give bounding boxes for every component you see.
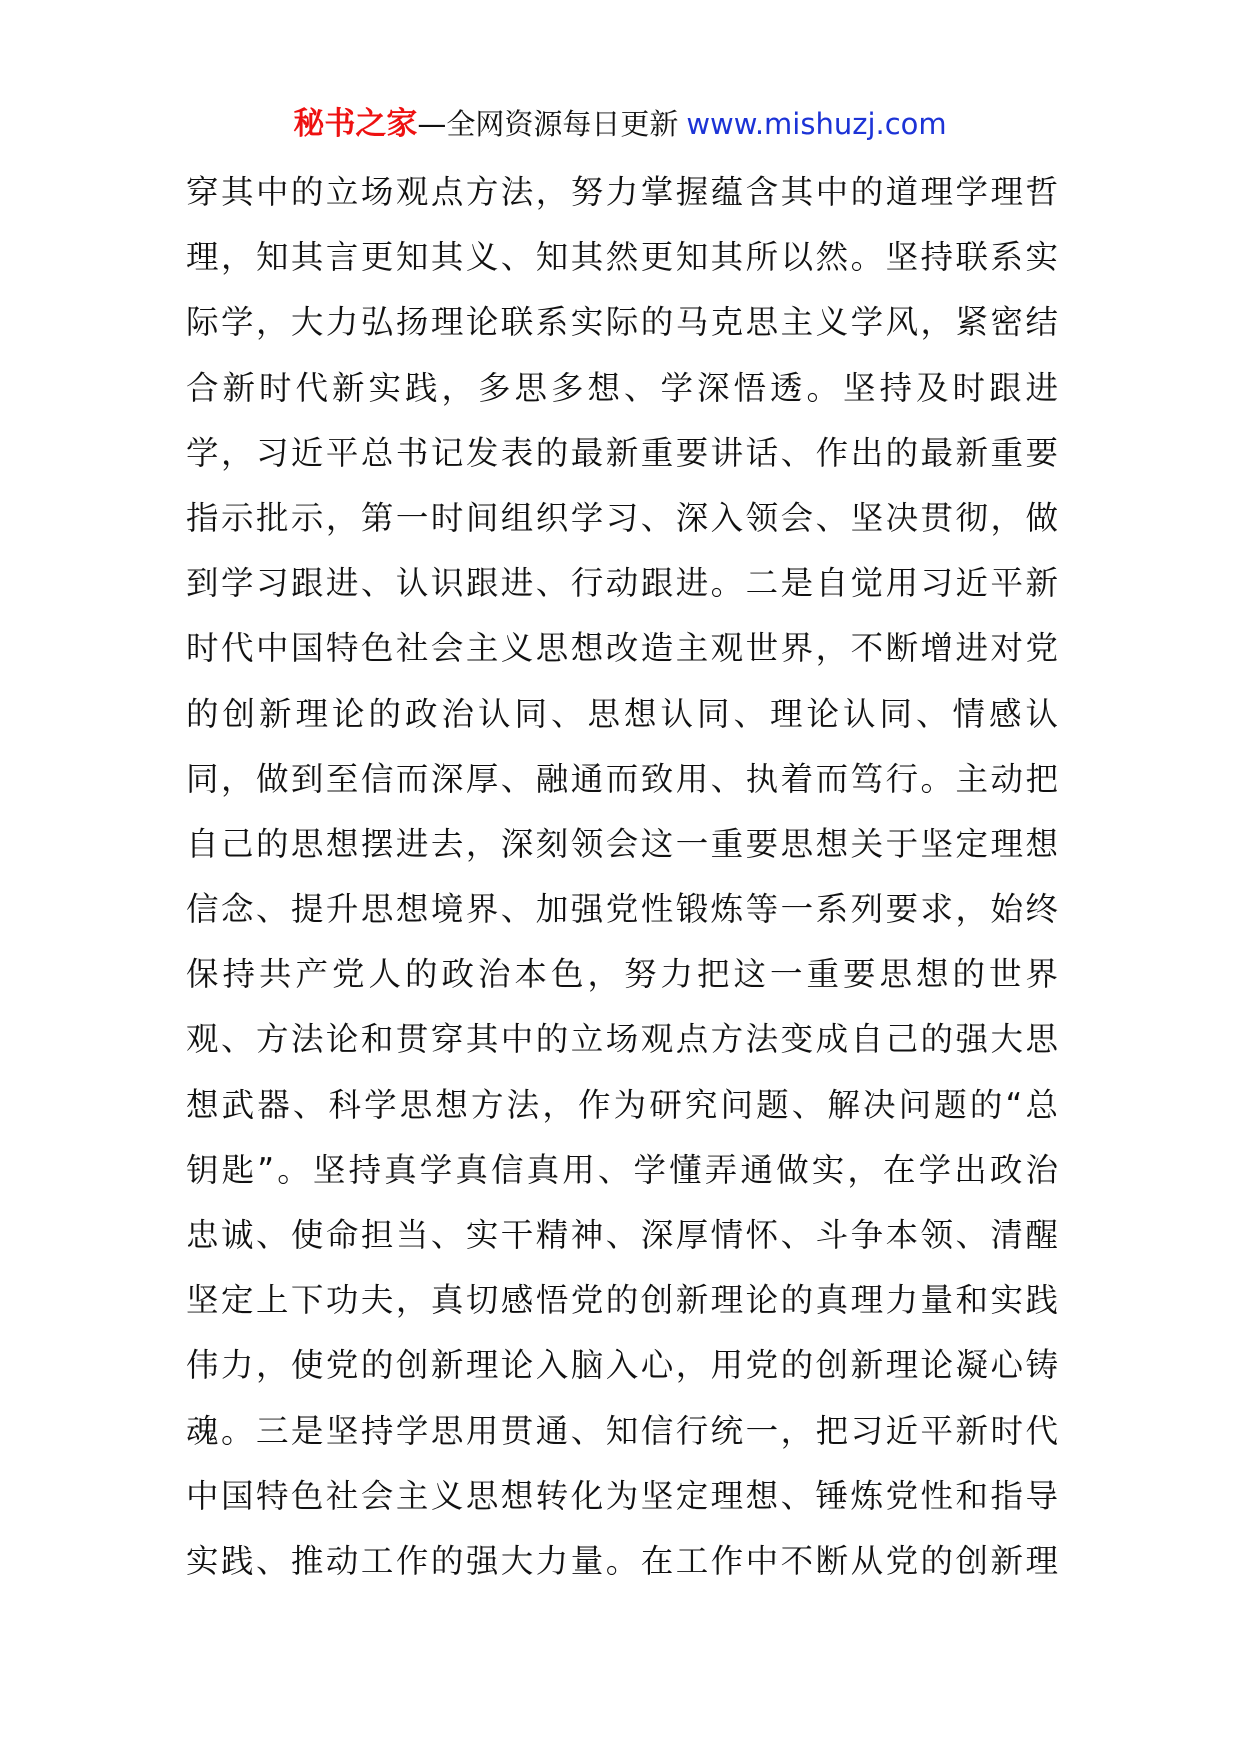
text-line: 合新时代新实践，多思多想、学深悟透。坚持及时跟进 xyxy=(186,368,1058,407)
body-text xyxy=(186,160,1058,1594)
text-line: 魂。三是坚持学思用贯通、知信行统一，把习近平新时代 xyxy=(186,1411,1058,1450)
text-line: 的创新理论的政治认同、思想认同、理论认同、情感认 xyxy=(186,694,1058,733)
site-brand: 秘书之家 xyxy=(293,106,418,142)
site-tagline: —全网资源每日更新 xyxy=(417,107,679,141)
text-line: 中国特色社会主义思想转化为坚定理想、锤炼党性和指导 xyxy=(186,1476,1058,1515)
text-line: 际学，大力弘扬理论联系实际的马克思主义学风，紧密结 xyxy=(186,303,1058,342)
text-line: 实践、推动工作的强大力量。在工作中不断从党的创新理 xyxy=(186,1541,1058,1580)
text-line: 钥匙”。坚持真学真信真用、学懂弄通做实，在学出政治 xyxy=(186,1150,1058,1189)
text-line: 信念、提升思想境界、加强党性锻炼等一系列要求，始终 xyxy=(186,890,1058,929)
text-line: 坚定上下功夫，真切感悟党的创新理论的真理力量和实践 xyxy=(186,1281,1058,1320)
text-line: 伟力，使党的创新理论入脑入心，用党的创新理论凝心铸 xyxy=(186,1346,1058,1385)
text-line: 自己的思想摆进去，深刻领会这一重要思想关于坚定理想 xyxy=(186,824,1058,863)
text-line: 想武器、科学思想方法，作为研究问题、解决问题的“总 xyxy=(186,1085,1058,1124)
site-url-link[interactable]: www.mishuzj.com xyxy=(686,107,947,141)
text-line: 时代中国特色社会主义思想改造主观世界，不断增进对党 xyxy=(186,629,1058,668)
text-line: 理，知其言更知其义、知其然更知其所以然。坚持联系实 xyxy=(186,238,1058,277)
text-line: 忠诚、使命担当、实干精神、深厚情怀、斗争本领、清醒 xyxy=(186,1216,1058,1254)
site-header xyxy=(0,104,1240,144)
text-line: 指示批示，第一时间组织学习、深入领会、坚决贯彻，做 xyxy=(186,498,1058,537)
text-line: 观、方法论和贯穿其中的立场观点方法变成自己的强大思 xyxy=(186,1020,1058,1059)
text-line: 穿其中的立场观点方法，努力掌握蕴含其中的道理学理哲 xyxy=(186,173,1058,211)
text-line: 同，做到至信而深厚、融通而致用、执着而笃行。主动把 xyxy=(186,759,1058,798)
text-line: 保持共产党人的政治本色，努力把这一重要思想的世界 xyxy=(186,955,1058,994)
text-line: 学，习近平总书记发表的最新重要讲话、作出的最新重要 xyxy=(186,433,1058,472)
text-line: 到学习跟进、认识跟进、行动跟进。二是自觉用习近平新 xyxy=(186,564,1058,603)
